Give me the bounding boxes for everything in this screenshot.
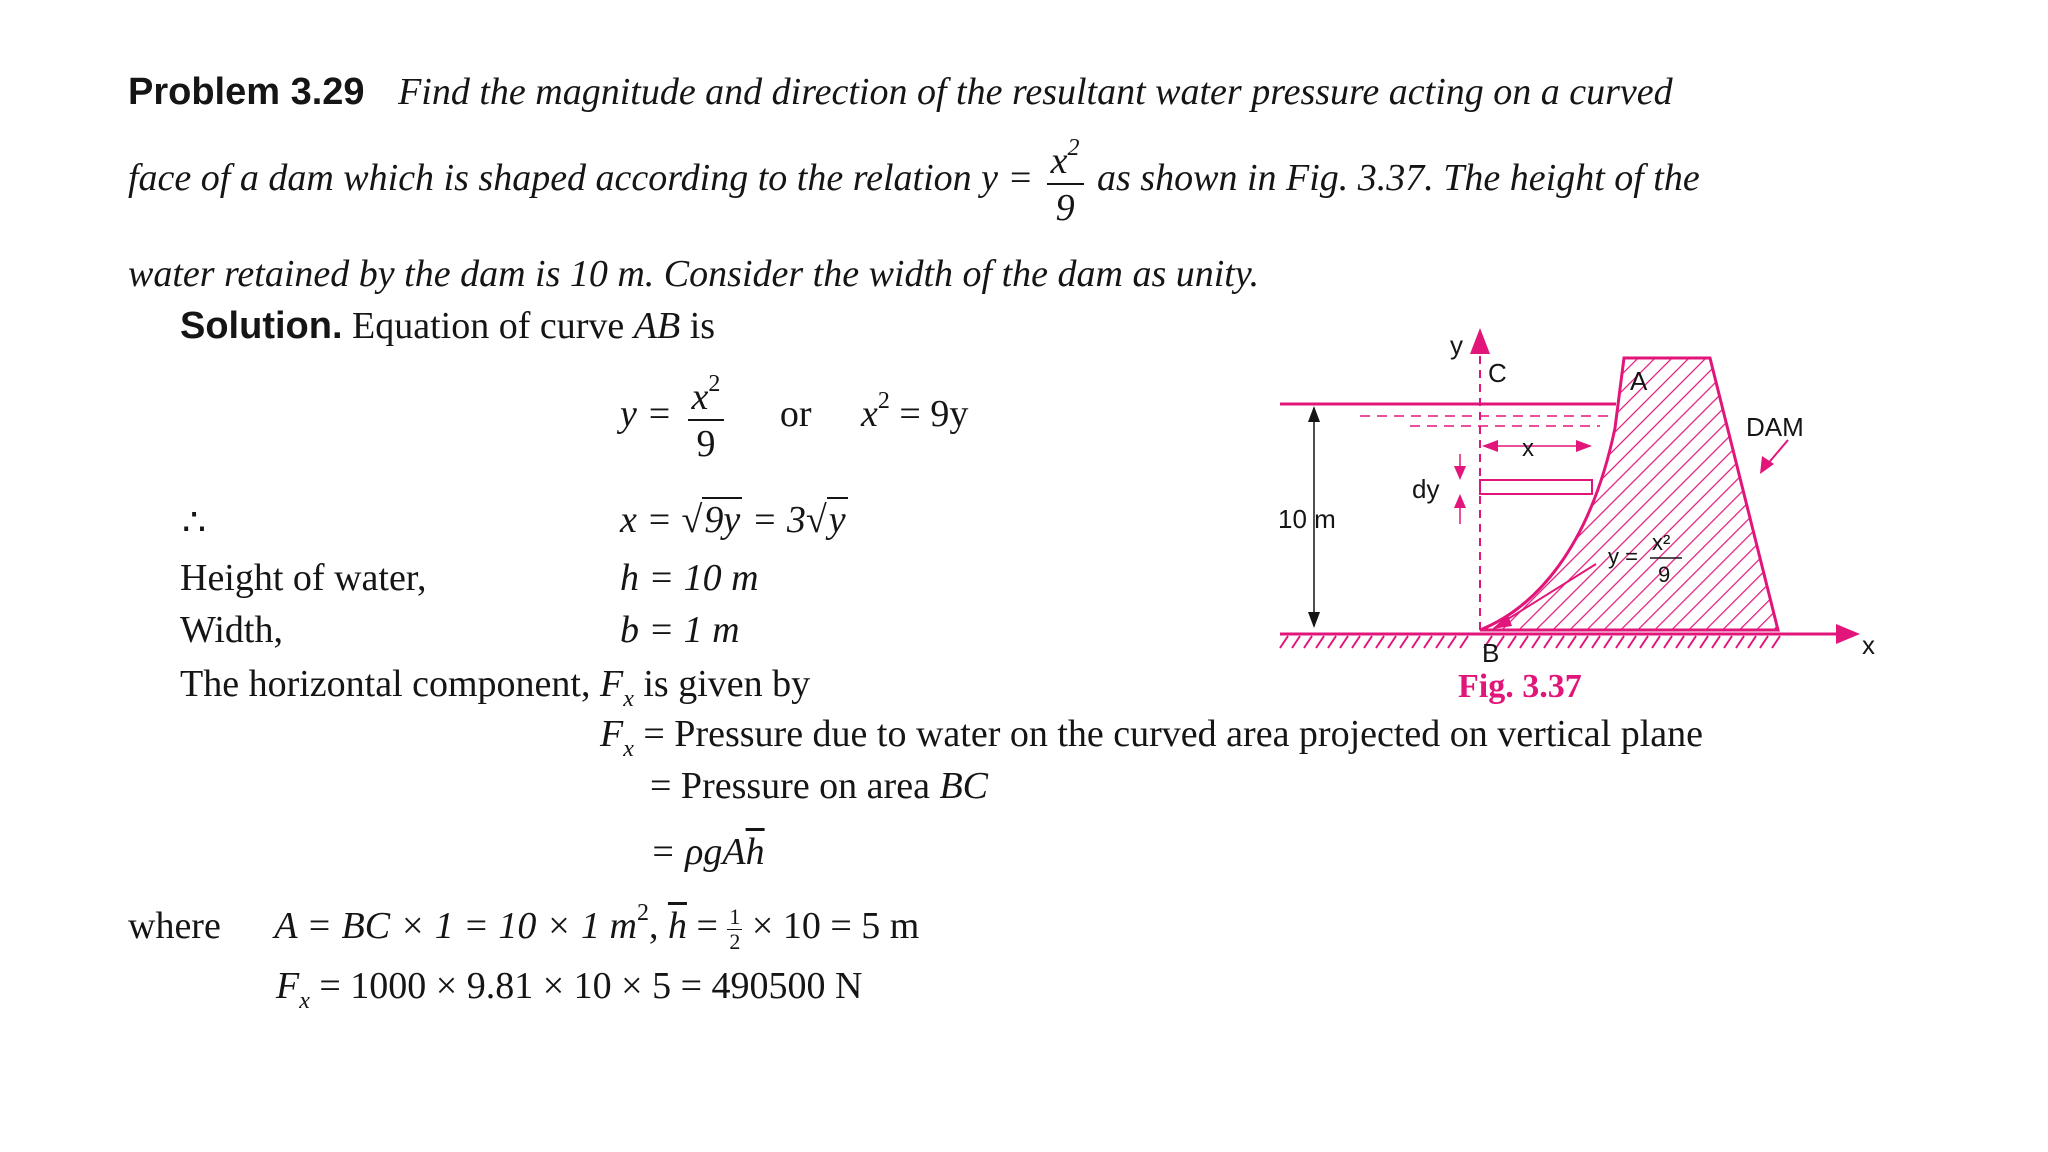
height-dim-arrow-bottom (1308, 612, 1320, 628)
solution-label: Solution. (180, 305, 343, 347)
horiz-F: F (600, 663, 624, 705)
label-C: C (1488, 358, 1507, 388)
label-dy: dy (1412, 474, 1440, 504)
problem-line-1 (128, 70, 1673, 114)
x-dim-arrow-right (1576, 440, 1592, 452)
dam-figure (1270, 318, 1890, 718)
eq1-frac-exp: 2 (708, 371, 721, 397)
dy-strip (1480, 480, 1592, 494)
height-label: Height of water, (180, 557, 427, 599)
problem-text-1: Find the magnitude and direction of the resultant water pressure acting on a curved (398, 71, 1673, 113)
therefore-symbol: ∴ (182, 502, 207, 544)
label-y: y (1450, 330, 1463, 360)
horizontal-component (180, 662, 810, 713)
horiz-pre: The horizontal component, (180, 663, 591, 705)
y-axis-arrowhead (1470, 328, 1490, 354)
problem-frac-exp: 2 (1067, 135, 1080, 161)
eq2-mid: = 3 (751, 499, 806, 541)
x-dim-arrow-left (1482, 440, 1498, 452)
problem-fraction (1047, 136, 1084, 227)
label-A: A (1630, 366, 1648, 396)
eq1-frac-den: 9 (688, 419, 725, 463)
where-hbar: $\overline{h}$ (667, 905, 687, 947)
height-eq-text: h = 10 m (620, 557, 759, 599)
solution-intro-curve: AB (633, 305, 681, 347)
width-label: Width, (180, 609, 283, 651)
solution-intro (180, 304, 715, 348)
fx-line1-text: = Pressure due to water on the curved area projected on vertical plane (643, 713, 1704, 755)
solution-intro-post: is (689, 305, 716, 347)
label-x: x (1862, 630, 1875, 660)
final-result (276, 964, 862, 1015)
eq1-fraction (688, 372, 725, 463)
where-word: where (128, 905, 221, 947)
eq1-rhs: = 9y (899, 393, 969, 436)
fx-line3-hbar: $\overline{h}$ (745, 831, 765, 873)
final-F: F (276, 965, 300, 1007)
problem-text-2-post: as shown in Fig. 3.37. The height of the (1097, 157, 1700, 200)
eq1-x-exp: 2 (877, 388, 890, 415)
fx-line-2 (650, 764, 988, 808)
where-eq-equals: = (696, 905, 718, 947)
eq1-or: or (779, 393, 812, 436)
x-axis-arrowhead (1836, 624, 1860, 644)
problem-frac-den: 9 (1047, 183, 1084, 227)
figure-caption: Fig. 3.37 (1458, 668, 1582, 705)
height-equation (620, 556, 759, 600)
problem-label: Problem 3.29 (128, 71, 365, 113)
fx-line2-pre: = Pressure on area (650, 765, 930, 807)
where-half-den: 2 (729, 928, 741, 954)
fx-sub: x (623, 736, 634, 762)
problem-line-3: water retained by the dam is 10 m. Consider the width of the dam as unity. (128, 253, 1260, 295)
solution-intro-pre: Equation of curve (352, 305, 625, 347)
final-rhs: = 1000 × 9.81 × 10 × 5 = 490500 N (319, 965, 863, 1007)
problem-line-2 (128, 136, 1700, 227)
where-eq-post: × 10 = 5 m (751, 905, 920, 947)
where-eq-comma: , (648, 905, 659, 947)
label-B: B (1482, 638, 1500, 668)
where-eq-exp: 2 (636, 900, 649, 926)
problem-text-2-pre: face of a dam which is shaped according to the relation y = (128, 157, 1034, 200)
where-half-fraction (727, 903, 742, 954)
fx-F: F (600, 713, 624, 755)
fx-line-1 (600, 712, 1703, 763)
label-curve-num: x² (1652, 530, 1671, 555)
horiz-sub: x (623, 686, 634, 712)
eq2-radicand-2: y (828, 499, 846, 541)
eq1-frac-num: x (691, 376, 709, 418)
label-curve-y: y = (1608, 544, 1638, 569)
problem-frac-num: x (1050, 140, 1068, 182)
where-half-num: 1 (729, 903, 741, 929)
where-line (128, 900, 919, 953)
horiz-post: is given by (643, 663, 811, 705)
width-eq-text: b = 1 m (620, 609, 740, 651)
fx-line2-area: BC (939, 765, 988, 807)
eq1-y: y = (620, 393, 673, 436)
equation-1 (620, 372, 968, 463)
fx-line3-pre: = ρgA (650, 831, 746, 873)
where-eq-pre: A = BC × 1 = 10 × 1 m (274, 905, 637, 947)
equation-2: x = √9y = 3√y (620, 499, 846, 541)
eq1-x: x (861, 393, 878, 436)
height-dim-arrow-top (1308, 406, 1320, 422)
eq2-radicand-1: 9y (704, 499, 741, 541)
eq2-x: x = (620, 499, 673, 541)
label-height: 10 m (1278, 504, 1336, 534)
final-sub: x (299, 988, 310, 1014)
label-x-arrow: x (1522, 435, 1534, 462)
label-curve-den: 9 (1658, 562, 1671, 587)
label-dam: DAM (1746, 412, 1804, 442)
dy-arrow-top (1454, 466, 1466, 480)
dy-arrow-bottom (1454, 494, 1466, 508)
width-equation (620, 608, 740, 652)
ground-hatch (1280, 636, 1780, 648)
fx-line-3 (650, 830, 765, 874)
